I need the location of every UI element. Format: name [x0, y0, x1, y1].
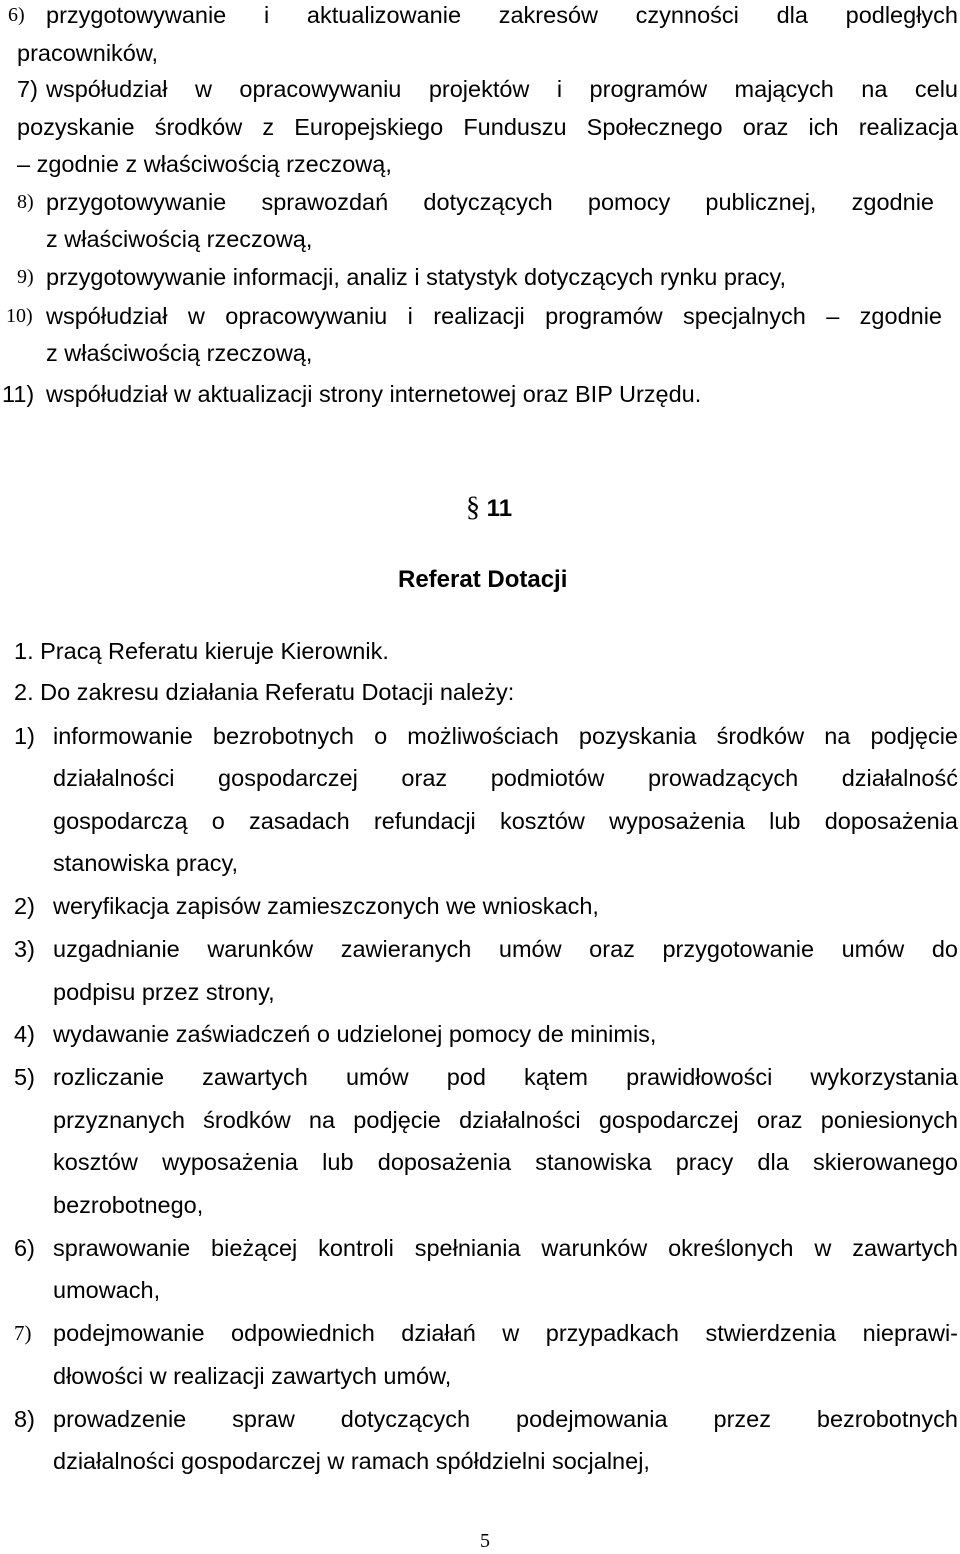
list-item-text: weryfikacja zapisów zamieszczonych we wnioskach,	[53, 893, 599, 919]
list-item-text: bezrobotnego,	[53, 1192, 204, 1218]
list-item-text: przygotowywanie sprawozdań dotyczących pomocy publicznej, zgodnie	[46, 189, 934, 215]
list-item-text: przygotowywanie informacji, analiz i statystyk dotyczących rynku pracy,	[46, 264, 787, 290]
list-item-number: 9)	[17, 266, 34, 288]
list-item-text: rozliczanie zawartych umów pod kątem prawidłowości wykorzystania	[53, 1064, 958, 1090]
list-item-number: 7)	[17, 76, 38, 102]
list-item-number: 7)	[14, 1321, 32, 1345]
list-item-text: prowadzenie spraw dotyczących podejmowania przez bezrobotnych	[53, 1406, 958, 1432]
list-item-text: dłowości w realizacji zawartych umów,	[53, 1363, 452, 1389]
list-item-text: z właściwością rzeczową,	[46, 226, 313, 252]
section-number: 11	[486, 495, 513, 522]
list-item-text: pozyskanie środków z Europejskiego Funduszu Społecznego oraz ich realizacja	[17, 114, 958, 140]
list-item-text: działalności gospodarczej w ramach spółdzielni socjalnej,	[53, 1448, 650, 1474]
section-sign: §	[466, 492, 480, 523]
page-number: 5	[480, 1530, 490, 1552]
list-item-text: działalności gospodarczej oraz podmiotów prowadzących działalność	[53, 765, 958, 791]
list-item-text: współudział w opracowywaniu i realizacji programów specjalnych – zgodnie	[46, 303, 942, 329]
list-item-text: umowach,	[53, 1277, 161, 1303]
list-item-text: przyznanych środków na podjęcie działalności gospodarczej oraz poniesionych	[53, 1107, 958, 1133]
list-item-number: 2)	[14, 893, 35, 919]
section-title: Referat Dotacji	[398, 566, 568, 593]
list-item-number: 8)	[17, 191, 34, 213]
list-item-text: uzgadnianie warunków zawieranych umów oraz przygotowanie umów do	[53, 936, 958, 962]
list-item-text: informowanie bezrobotnych o możliwościach pozyskania środków na podjęcie	[53, 723, 958, 749]
list-item-number: 8)	[14, 1406, 35, 1432]
list-item-text: współudział w opracowywaniu projektów i programów mających na celu	[46, 76, 958, 102]
list-item-number: 10)	[6, 305, 33, 327]
list-item-text: pracowników,	[17, 40, 159, 66]
point-2: 2. Do zakresu działania Referatu Dotacji należy:	[14, 679, 515, 705]
list-item-text: z właściwością rzeczową,	[46, 340, 313, 366]
list-item-number: 5)	[14, 1064, 35, 1090]
list-item-number: 1)	[14, 723, 35, 749]
list-item-text: stanowiska pracy,	[53, 850, 239, 876]
list-item-number: 6)	[14, 1235, 35, 1261]
list-item-text: przygotowywanie i aktualizowanie zakresów czynności dla podległych	[46, 2, 958, 28]
list-item-text: kosztów wyposażenia lub doposażenia stanowiska pracy dla skierowanego	[53, 1149, 958, 1175]
list-item-text: współudział w aktualizacji strony internetowej oraz BIP Urzędu.	[46, 381, 702, 407]
list-item-number: 4)	[14, 1021, 35, 1047]
list-item-text: sprawowanie bieżącej kontroli spełniania warunków określonych w zawartych	[53, 1235, 958, 1261]
list-item-text: wydawanie zaświadczeń o udzielonej pomocy de minimis,	[53, 1021, 657, 1047]
point-1: 1. Pracą Referatu kieruje Kierownik.	[14, 638, 389, 664]
list-item-text: – zgodnie z właściwością rzeczową,	[17, 151, 392, 177]
list-item-number: 6)	[8, 4, 25, 26]
list-item-text: gospodarczą o zasadach refundacji kosztów wyposażenia lub doposażenia	[53, 808, 958, 834]
list-item-text: podpisu przez strony,	[53, 979, 275, 1005]
paragraph-heading	[466, 492, 512, 524]
list-item-number: 3)	[14, 936, 35, 962]
list-item-number: 11)	[2, 381, 35, 407]
list-item-text: podejmowanie odpowiednich działań w przypadkach stwierdzenia nieprawi-	[53, 1320, 958, 1346]
